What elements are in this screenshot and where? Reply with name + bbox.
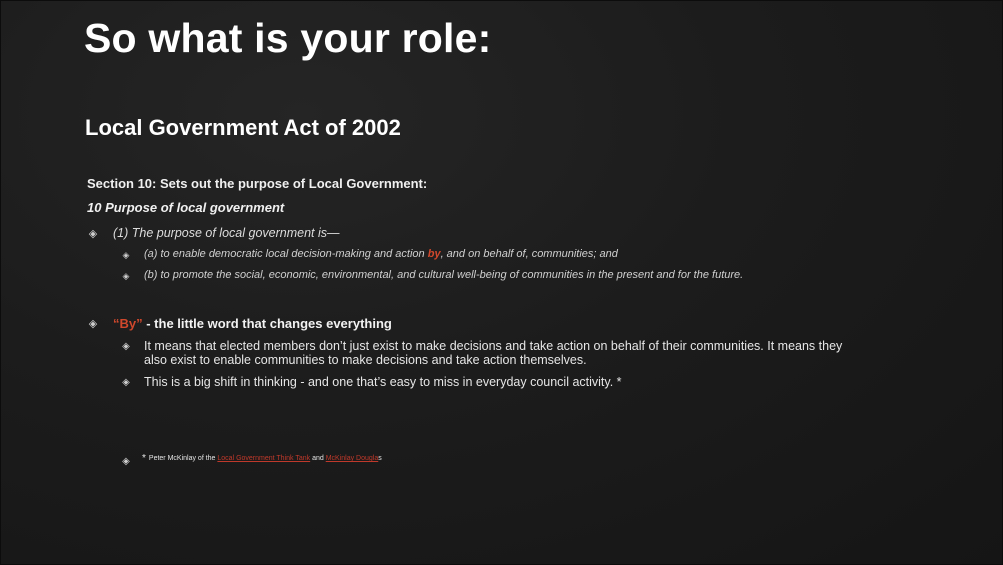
shift-paragraph: This is a big shift in thinking - and one that’s easy to miss in everyday council activity. * xyxy=(144,375,622,389)
sub-bullet-diamond-icon: ◈ xyxy=(122,456,130,467)
footnote-suffix: s xyxy=(378,455,382,462)
by-heading xyxy=(113,316,392,331)
meaning-line-1: It means that elected members don’t just exist to make decisions and take action on behalf of their communities. It means they xyxy=(144,339,843,353)
meaning-line-2: also exist to enable communities to make decisions and take action themselves. xyxy=(144,353,587,367)
slide-title: So what is your role: xyxy=(84,15,492,61)
footnote-middle: and xyxy=(310,455,326,462)
bullet-diamond-icon: ◈ xyxy=(88,318,98,330)
slide-subtitle: Local Government Act of 2002 xyxy=(85,115,401,140)
clause-a-highlight-by: by xyxy=(427,248,441,260)
section-heading: Section 10: Sets out the purpose of Local Government: xyxy=(87,176,428,191)
purpose-heading: 10 Purpose of local government xyxy=(87,200,285,215)
sub-bullet-diamond-icon: ◈ xyxy=(122,271,130,281)
mckinlay-douglas-link[interactable]: McKinlay Dougla xyxy=(325,455,379,462)
bullet-diamond-icon: ◈ xyxy=(88,228,98,240)
clause-a-before: (a) to enable democratic local decision-making and action xyxy=(144,248,428,260)
meaning-paragraph xyxy=(144,339,944,367)
by-heading-rest: - the little word that changes everything xyxy=(142,316,392,331)
clause-a-text xyxy=(144,248,618,260)
clause-1-text: (1) The purpose of local government is— xyxy=(113,226,340,240)
clause-b-text: (b) to promote the social, economic, environmental, and cultural well-being of communities in the present and for the future. xyxy=(144,269,744,281)
sub-bullet-diamond-icon: ◈ xyxy=(122,377,130,388)
sub-bullet-diamond-icon: ◈ xyxy=(122,341,130,352)
sub-bullet-diamond-icon: ◈ xyxy=(122,250,130,260)
footnote xyxy=(142,455,382,466)
footnote-prefix: Peter McKinlay of the xyxy=(148,455,218,462)
footnote-star: * xyxy=(142,453,146,464)
think-tank-link[interactable]: Local Government Think Tank xyxy=(217,455,311,462)
by-word: “By” xyxy=(113,316,143,331)
clause-a-after: , and on behalf of, communities; and xyxy=(440,248,618,260)
